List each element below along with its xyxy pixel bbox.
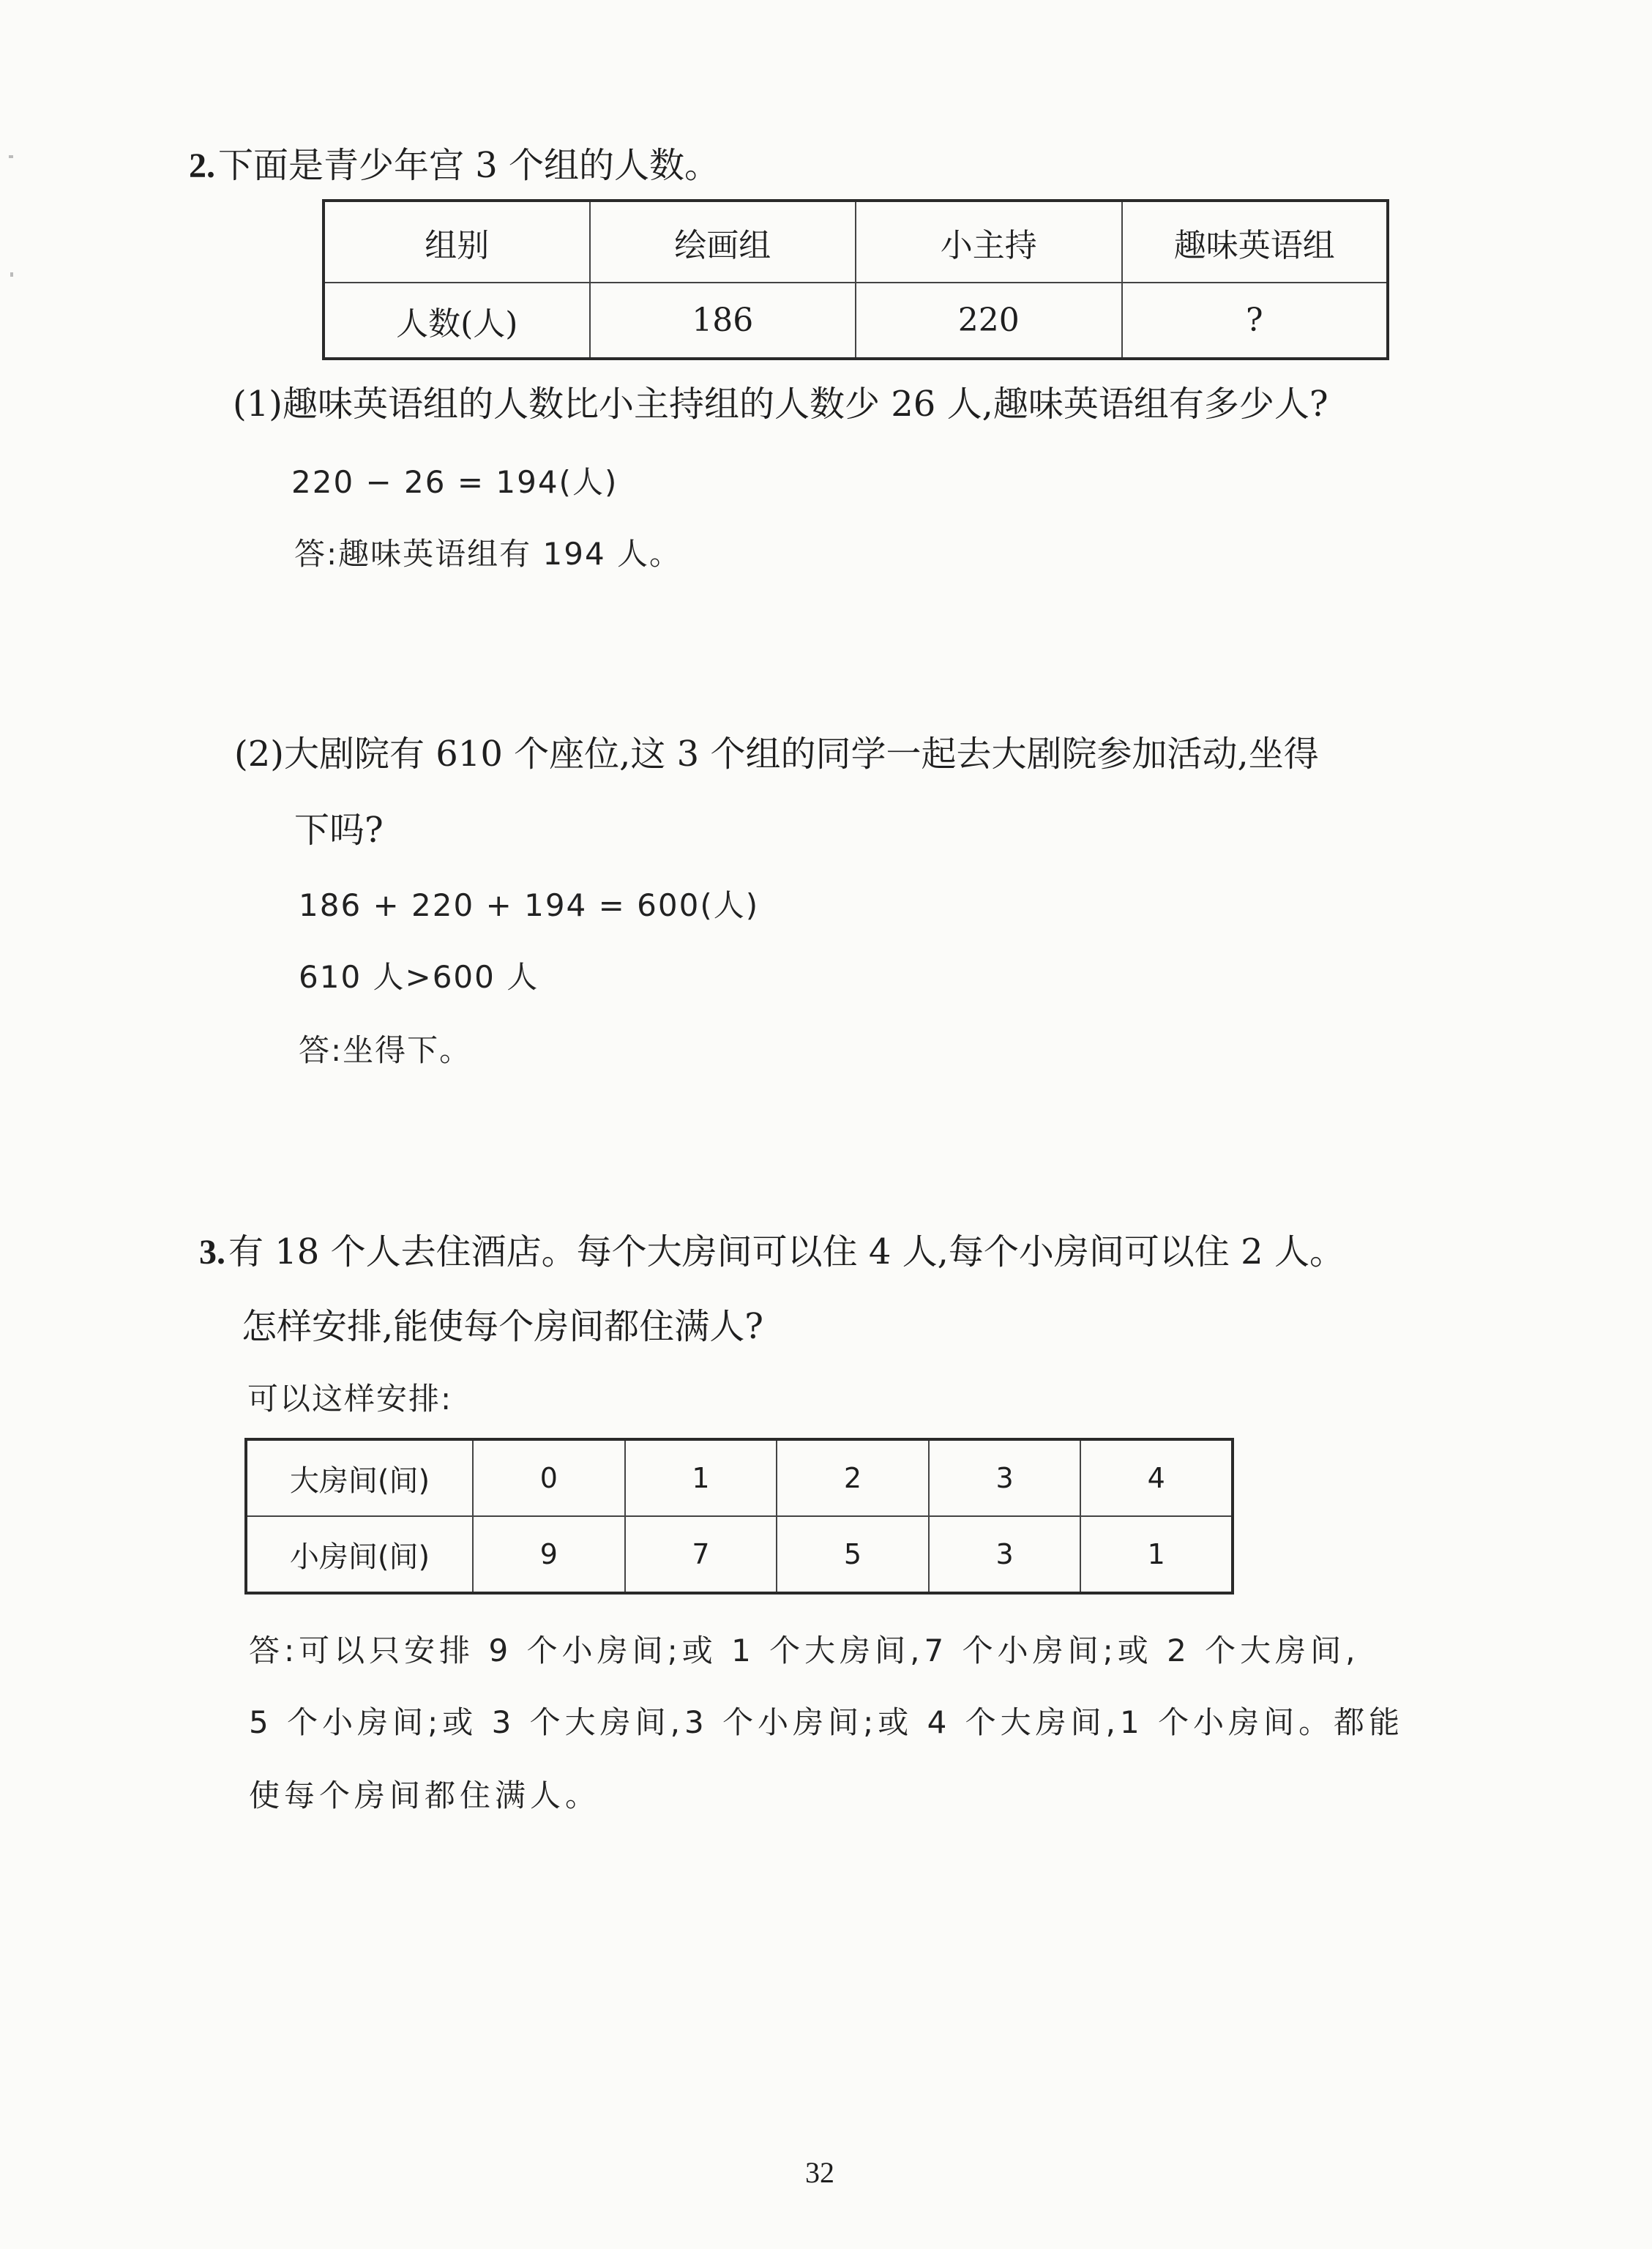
- page-number: 32: [805, 2156, 834, 2189]
- scan-speck: [9, 155, 13, 158]
- table-row: [246, 1516, 1233, 1593]
- table-cell: 4: [1080, 1439, 1233, 1516]
- table-cell: 3: [929, 1516, 1081, 1593]
- table-cell: ?: [1122, 283, 1388, 359]
- q2-part1-question: (1)趣味英语组的人数比小主持组的人数少 26 人,趣味英语组有多少人?: [233, 384, 1328, 425]
- table-row: [324, 201, 1388, 283]
- table-cell: 2: [777, 1439, 929, 1516]
- q2-part2-question-line1: (2)大剧院有 610 个座位,这 3 个组的同学一起去大剧院参加活动,坐得: [234, 734, 1319, 775]
- table-cell: 3: [929, 1439, 1081, 1516]
- table-cell: 9: [473, 1516, 625, 1593]
- q3-answer-line3: 使每个房间都住满人。: [249, 1778, 601, 1813]
- q3-number: 3.: [199, 1233, 225, 1272]
- table-cell: 7: [625, 1516, 777, 1593]
- q2-table: [322, 199, 1389, 360]
- q2-number: 2.: [189, 146, 215, 185]
- table-cell: 小房间(间): [246, 1516, 473, 1593]
- table-cell: 5: [777, 1516, 929, 1593]
- table-cell: 人数(人): [324, 283, 590, 359]
- q2-part2-question-line2: 下吗?: [294, 810, 384, 851]
- table-cell: 绘画组: [590, 201, 856, 283]
- table-cell: 大房间(间): [246, 1439, 473, 1516]
- q3-answer-line1: 答:可以只安排 9 个小房间;或 1 个大房间,7 个小房间;或 2 个大房间,: [249, 1633, 1360, 1668]
- q2-stem-text: 下面是青少年宫 3 个组的人数。: [218, 145, 720, 186]
- table-cell: 1: [625, 1439, 777, 1516]
- q2-part1-answer: 答:趣味英语组有 194 人。: [294, 536, 682, 572]
- table-cell: 小主持: [856, 201, 1122, 283]
- table-cell: 组别: [324, 201, 590, 283]
- q2-part2-answer: 答:坐得下。: [299, 1032, 472, 1068]
- table-row: [246, 1439, 1233, 1516]
- table-cell: 趣味英语组: [1122, 201, 1388, 283]
- q3-stem-line2: 怎样安排,能使每个房间都住满人?: [242, 1306, 763, 1347]
- table-row: [324, 283, 1388, 359]
- q3-answer-line2: 5 个小房间;或 3 个大房间,3 个小房间;或 4 个大房间,1 个小房间。都能: [249, 1704, 1405, 1740]
- scan-speck: [10, 272, 13, 277]
- q2-stem: [189, 143, 720, 188]
- q3-stem-line1: [199, 1230, 1345, 1275]
- q3-intro: 可以这样安排:: [247, 1381, 453, 1417]
- table-cell: 1: [1080, 1516, 1233, 1593]
- q2-part1-work: 220 − 26 = 194(人): [291, 464, 618, 500]
- q2-part2-work1: 186 + 220 + 194 = 600(人): [299, 887, 760, 923]
- q2-part2-work2: 610 人>600 人: [299, 959, 539, 995]
- table-cell: 220: [856, 283, 1122, 359]
- table-cell: 186: [590, 283, 856, 359]
- table-cell: 0: [473, 1439, 625, 1516]
- q3-table: [244, 1438, 1234, 1595]
- q3-stem-text: 有 18 个人去住酒店。每个大房间可以住 4 人,每个小房间可以住 2 人。: [228, 1231, 1345, 1272]
